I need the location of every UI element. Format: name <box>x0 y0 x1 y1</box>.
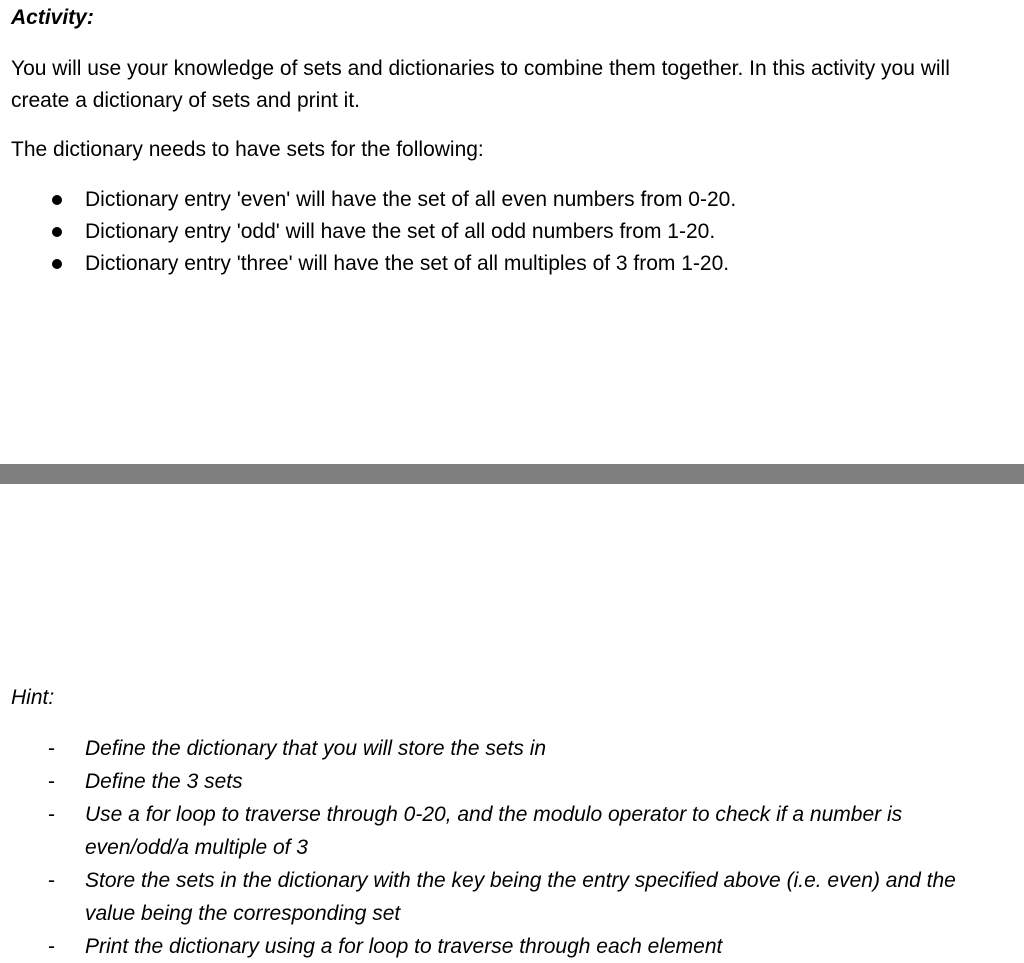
list-item <box>0 248 1024 280</box>
activity-intro: You will use your knowledge of sets and dictionaries to combine them together. In this activity you will create a dictionary of sets and print it. <box>11 57 950 112</box>
bullet-icon <box>52 259 62 269</box>
dash-icon: - <box>48 737 55 760</box>
list-item <box>0 184 1024 216</box>
list-item-text: Print the dictionary using a for loop to traverse through each element <box>85 935 723 958</box>
list-item <box>0 216 1024 248</box>
list-item-text: Dictionary entry 'odd' will have the set of all odd numbers from 1-20. <box>85 220 716 243</box>
hint-list <box>0 732 1024 963</box>
hint-heading: Hint: <box>11 686 55 709</box>
activity-heading: Activity: <box>11 6 94 29</box>
dash-icon: - <box>48 869 55 892</box>
requirement-list <box>0 184 1024 280</box>
list-item <box>0 864 1024 930</box>
list-item-text: Dictionary entry 'even' will have the set of all even numbers from 0-20. <box>85 188 737 211</box>
dash-icon: - <box>48 803 55 826</box>
activity-requirement: The dictionary needs to have sets for the following: <box>11 138 484 161</box>
list-item <box>0 930 1024 963</box>
page-divider <box>0 464 1024 484</box>
list-item-text: Use a for loop to traverse through 0-20, and the modulo operator to check if a number is even/odd/a multiple of 3 <box>85 803 903 859</box>
list-item-text: Define the dictionary that you will store the sets in <box>85 737 547 760</box>
dash-icon: - <box>48 935 55 958</box>
bullet-icon <box>52 227 62 237</box>
bullet-icon <box>52 195 62 205</box>
list-item-text: Dictionary entry 'three' will have the set of all multiples of 3 from 1-20. <box>85 252 730 275</box>
list-item-text: Store the sets in the dictionary with the key being the entry specified above (i.e. even) and the value being the corresponding set <box>85 869 956 925</box>
dash-icon: - <box>48 770 55 793</box>
list-item <box>0 765 1024 798</box>
list-item <box>0 732 1024 765</box>
list-item <box>0 798 1024 864</box>
list-item-text: Define the 3 sets <box>85 770 243 793</box>
